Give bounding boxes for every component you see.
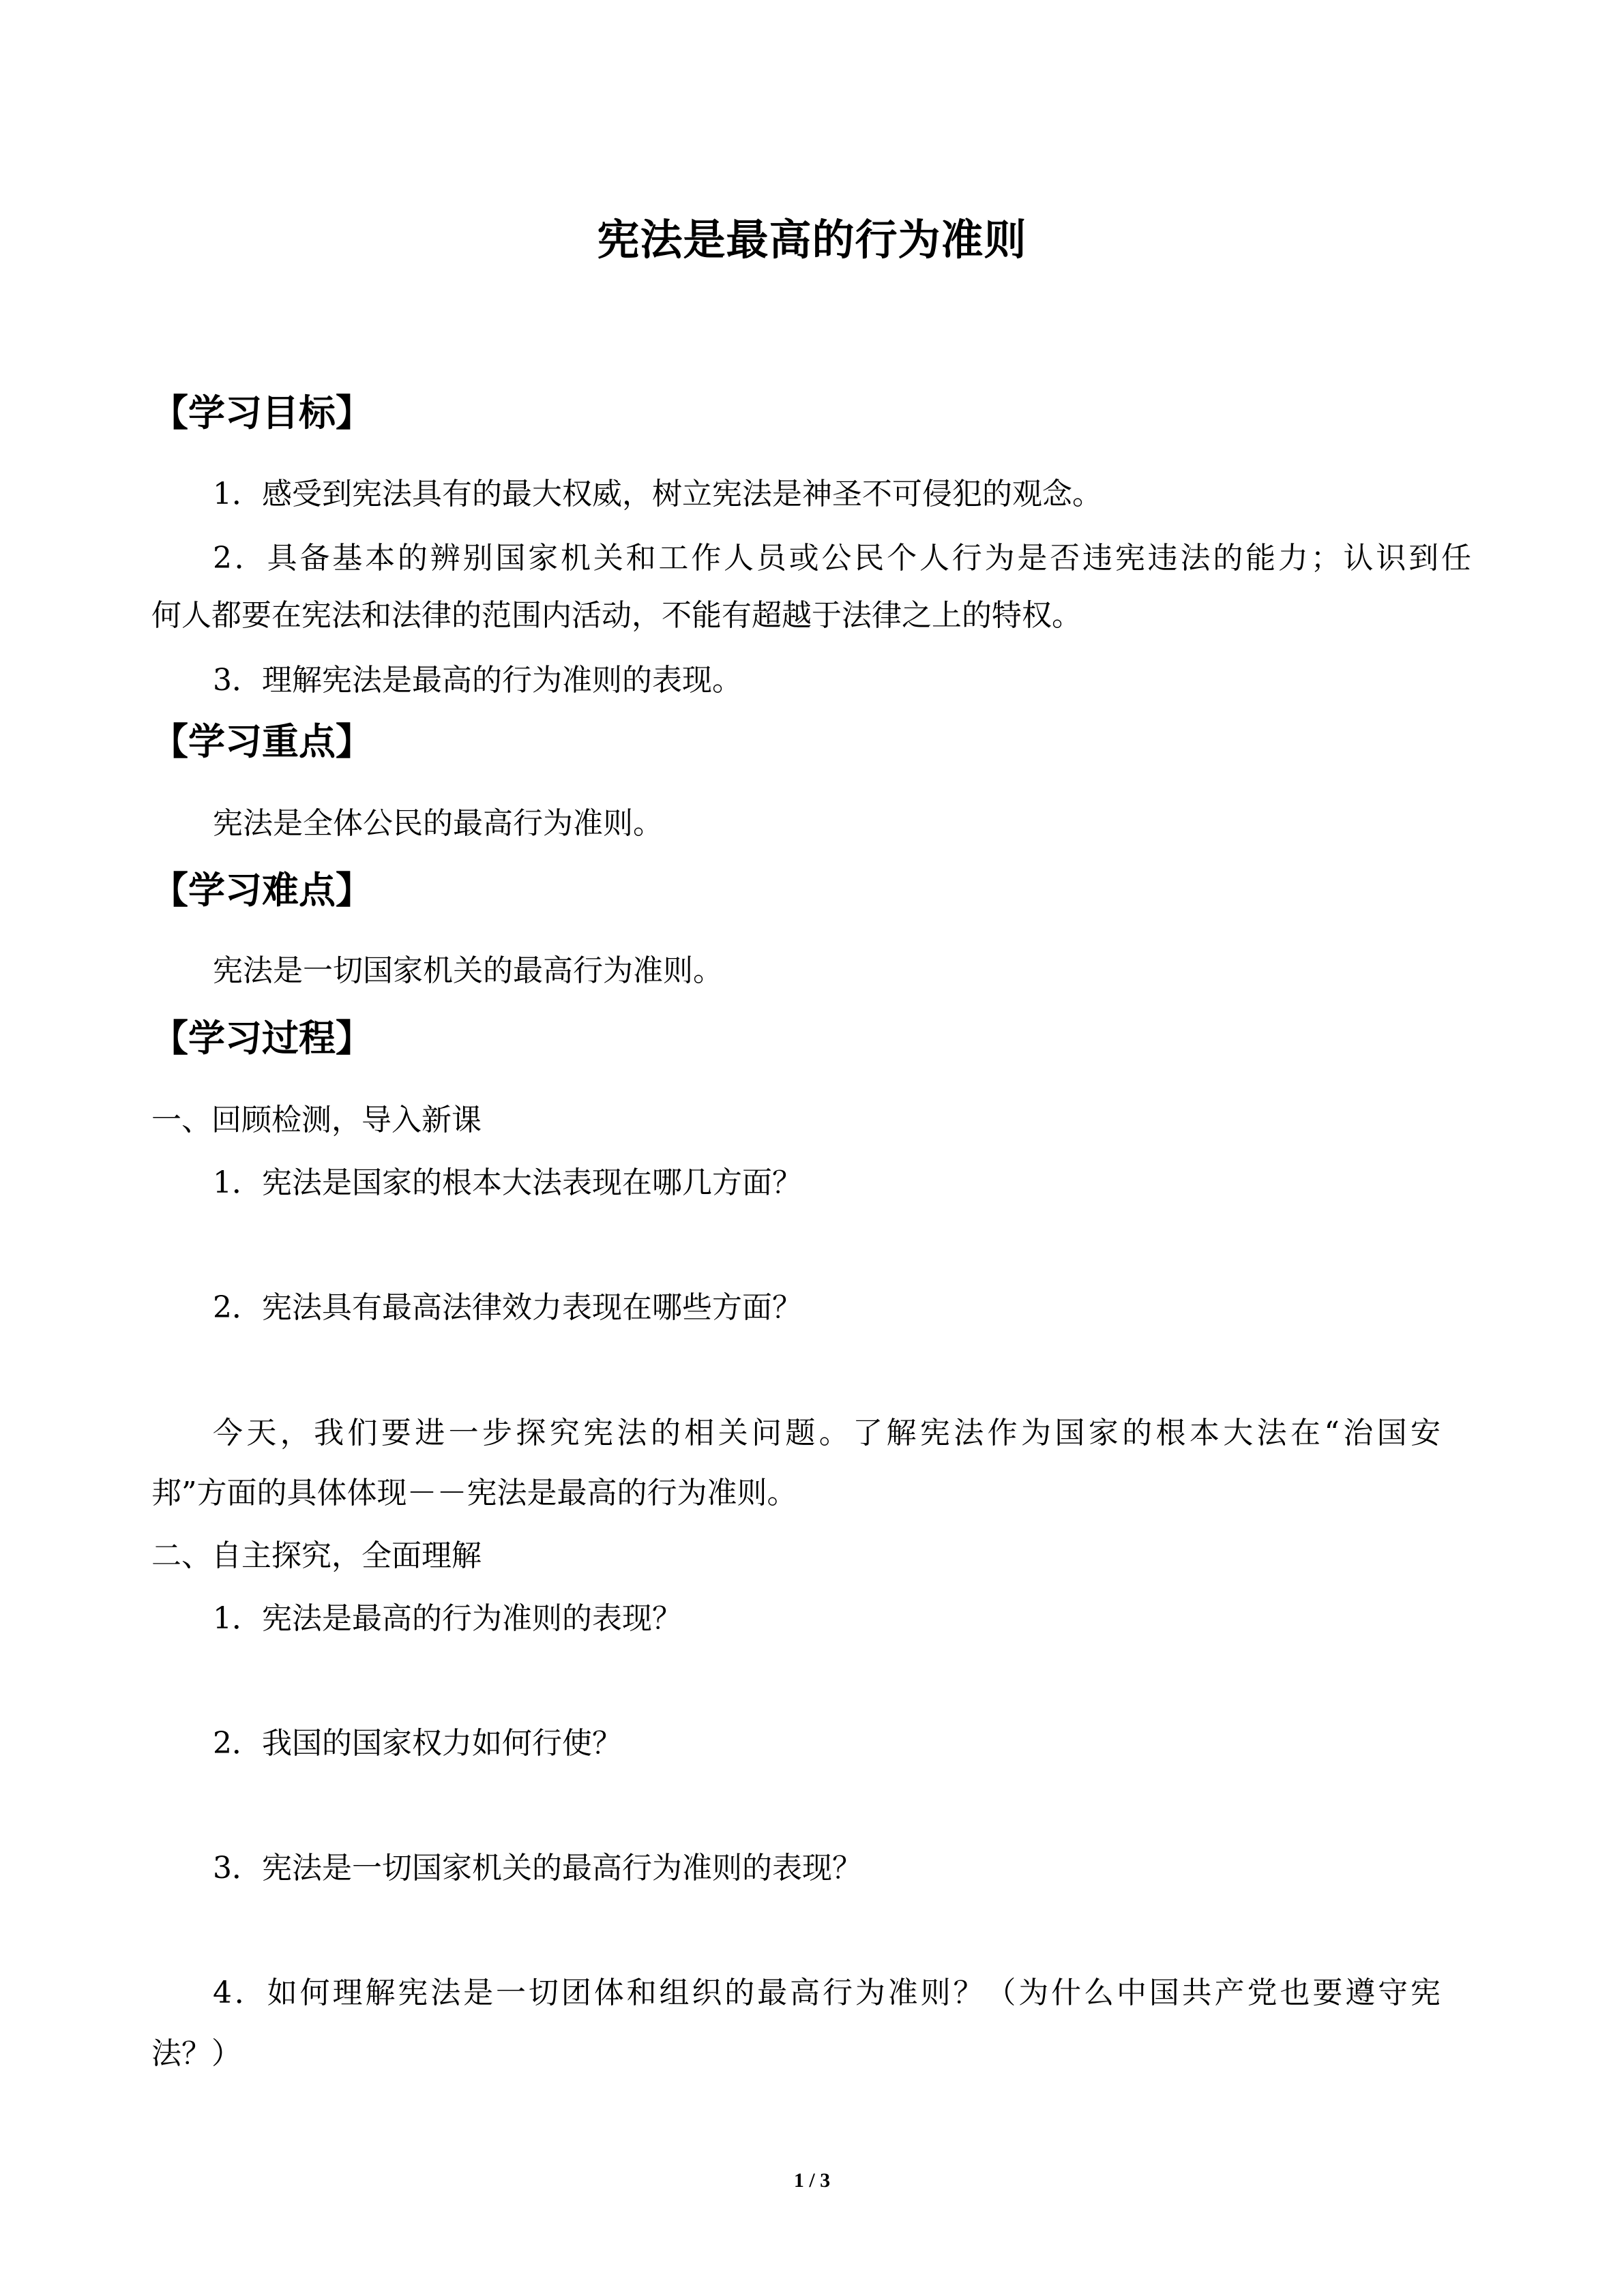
process-part-2-question-4-line-1: 4．如何理解宪法是一切团体和组织的最高行为准则？（为什么中国共产党也要遵守宪 [213,1976,1441,2010]
heading-objectives: 【学习目标】 [151,391,372,434]
process-part-2-question-1: 1．宪法是最高的行为准则的表现？ [213,1601,682,1636]
process-intro-line-1: 今天，我们要进一步探究宪法的相关问题。了解宪法作为国家的根本大法在“治国安 [213,1416,1441,1450]
process-part-2-title: 二、自主探究，全面理解 [151,1538,482,1573]
process-part-1-question-1: 1．宪法是国家的根本大法表现在哪几方面？ [213,1165,802,1200]
page-title: 宪法是最高的行为准则 [597,215,1027,265]
objective-item-1: 1．感受到宪法具有的最大权威，树立宪法是神圣不可侵犯的观念。 [213,477,1102,511]
objective-item-2-line-1: 2．具备基本的辨别国家机关和工作人员或公民个人行为是否违宪违法的能力；认识到任 [213,541,1471,576]
process-part-2-question-3: 3．宪法是一切国家机关的最高行为准则的表现？ [213,1851,862,1885]
objective-item-3: 3．理解宪法是最高的行为准则的表现。 [213,663,742,698]
heading-difficulty: 【学习难点】 [151,868,372,912]
key-point-text: 宪法是全体公民的最高行为准则。 [213,806,663,841]
process-part-1-title: 一、回顾检测，导入新课 [151,1103,482,1137]
heading-process: 【学习过程】 [151,1016,372,1060]
objective-item-2-line-2: 何人都要在宪法和法律的范围内活动，不能有超越于法律之上的特权。 [151,598,1082,633]
difficulty-text: 宪法是一切国家机关的最高行为准则。 [213,953,723,988]
process-part-2-question-2: 2．我国的国家权力如何行使？ [213,1726,622,1761]
heading-key-point: 【学习重点】 [151,719,372,763]
page-number: 1 / 3 [793,2169,831,2192]
process-intro-line-2: 邦”方面的具体体现－－宪法是最高的行为准则。 [151,1476,797,1510]
process-part-2-question-4-line-2: 法？） [151,2036,241,2071]
process-part-1-question-2: 2．宪法具有最高法律效力表现在哪些方面？ [213,1290,802,1325]
